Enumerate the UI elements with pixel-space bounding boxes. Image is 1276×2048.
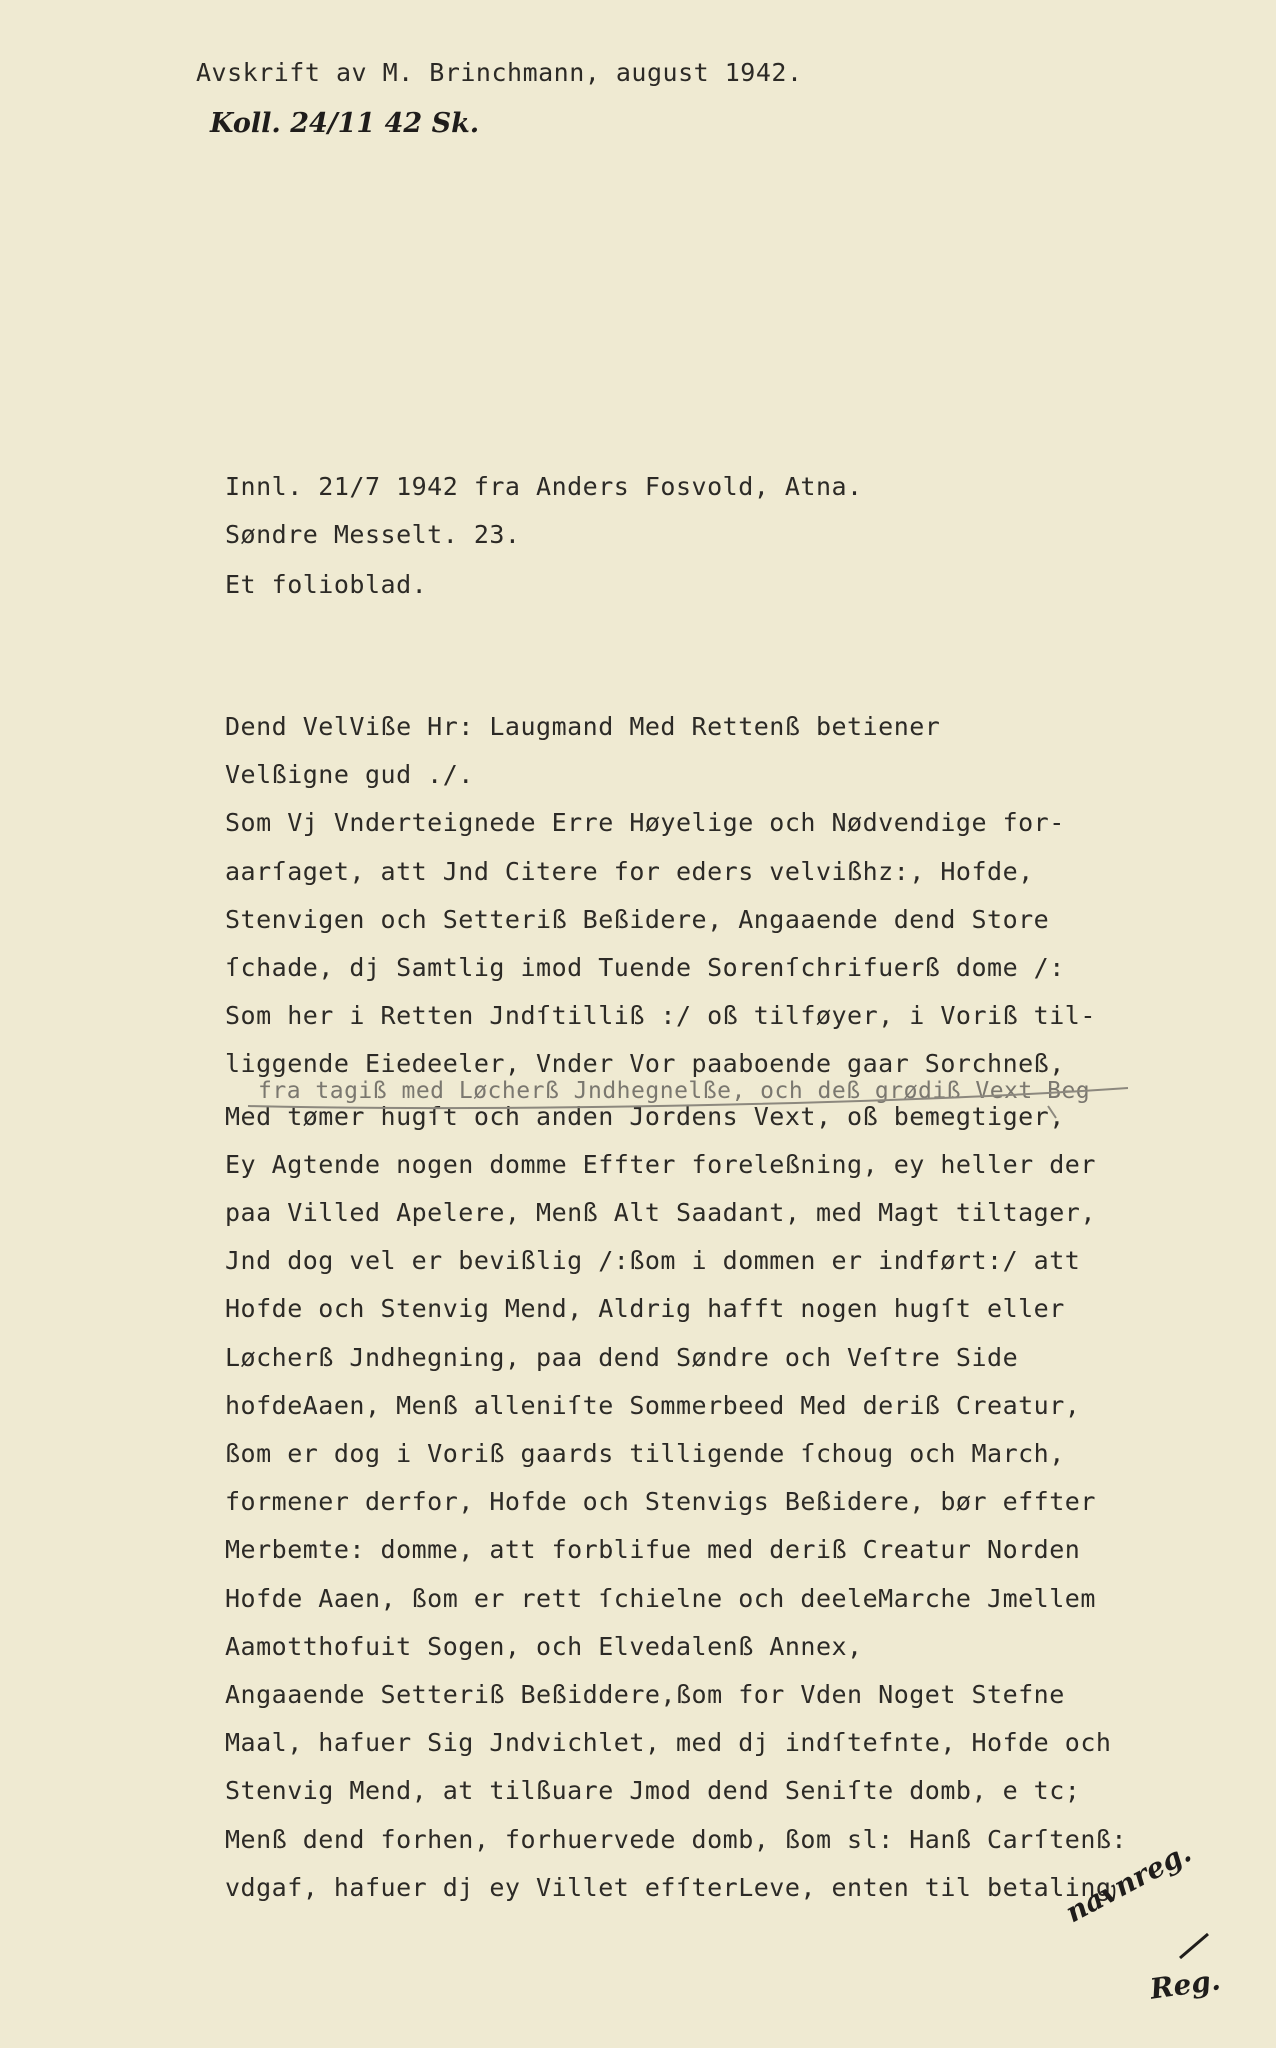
receipt-line: Innl. 21/7 1942 fra Anders Fosvold, Atna. (225, 472, 863, 501)
body-line: Med tømer hugſt och anden Jordens Vext, oß bemegtiger, (225, 1102, 1065, 1131)
inserted-handwritten-line: fra tagiß med Løcherß Jndhegnelße, och deß grødiß Vext Beg (258, 1078, 1091, 1104)
body-line: Jnd dog vel er bevißlig /:ßom i dommen er indført:/ att (225, 1246, 1081, 1275)
insertion-underline (248, 1088, 1128, 1108)
body-line: Stenvig Mend, at tilßuare Jmod dend Seniſte domb, e tc; (225, 1776, 1081, 1805)
body-line: Aamotthofuit Sogen, och Elvedalenß Annex, (225, 1632, 863, 1661)
body-line: Stenvigen och Setteriß Beßidere, Angaaende dend Store (225, 905, 1050, 934)
body-line: Som Vj Vnderteignede Erre Høyelige och Nødvendige for- (225, 808, 1065, 837)
body-line: ßom er dog i Voriß gaards tilligende ſchoug och March, (225, 1439, 1065, 1468)
body-line: vdgaf, hafuer dj ey Villet efſterLeve, enten til betaling (225, 1873, 1112, 1902)
body-line: liggende Eiedeeler, Vnder Vor paaboende gaar Sorchneß, (225, 1049, 1065, 1078)
margin-note-reg: Reg. (1148, 1963, 1223, 2006)
body-line: aarſaget, att Jnd Citere for eders velvißhz:, Hofde, (225, 857, 1034, 886)
insertion-caret-mark (1048, 1106, 1056, 1118)
body-line: ſchade, dj Samtlig imod Tuende Sorenſchrifuerß dome /: (225, 953, 1065, 982)
body-line: paa Villed Apelere, Menß Alt Saadant, med Magt tiltager, (225, 1198, 1096, 1227)
body-line: Maal, hafuer Sig Jndvichlet, med dj indſtefnte, Hofde och (225, 1728, 1112, 1757)
header-typed-line: Avskrift av M. Brinchmann, august 1942. (196, 58, 803, 87)
pen-dash-mark (1180, 1934, 1208, 1958)
body-line: Hofde Aaen, ßom er rett ſchielne och deeleMarche Jmellem (225, 1584, 1096, 1613)
body-line: Som her i Retten Jndſtilliß :/ oß tilføyer, i Voriß til- (225, 1001, 1096, 1030)
margin-note-navnreg: navnreg. (1060, 1835, 1197, 1930)
body-line: Merbemte: domme, att forblifue med deriß Creatur Norden (225, 1535, 1081, 1564)
body-line: Ey Agtende nogen domme Effter foreleßning, ey heller der (225, 1150, 1096, 1179)
sheet-description-line: Et folioblad. (225, 570, 428, 599)
body-line: Velßigne gud ./. (225, 760, 474, 789)
handwritten-collation-note: Koll. 24/11 42 Sk. (210, 108, 480, 139)
body-line: Angaaende Setteriß Beßiddere,ßom for Vden Noget Stefne (225, 1680, 1065, 1709)
body-line: Dend VelVißе Hr: Laugmand Med Rettenß betiener (225, 712, 941, 741)
body-line: Løcherß Jndhegning, paa dend Søndre och Veſtre Side (225, 1343, 1019, 1372)
body-line: formener derfor, Hofde och Stenvigs Beßidere, bør effter (225, 1487, 1096, 1516)
body-line: Menß dend forhen, forhuervede domb, ßom sl: Hanß Carſtenß: (225, 1825, 1127, 1854)
body-line: Hofde och Stenvig Mend, Aldrig hafft nogen hugſt eller (225, 1294, 1065, 1323)
farm-reference-line: Søndre Messelt. 23. (225, 520, 521, 549)
body-line: hofdeAaen, Menß alleniſte Sommerbeed Med deriß Creatur, (225, 1391, 1081, 1420)
